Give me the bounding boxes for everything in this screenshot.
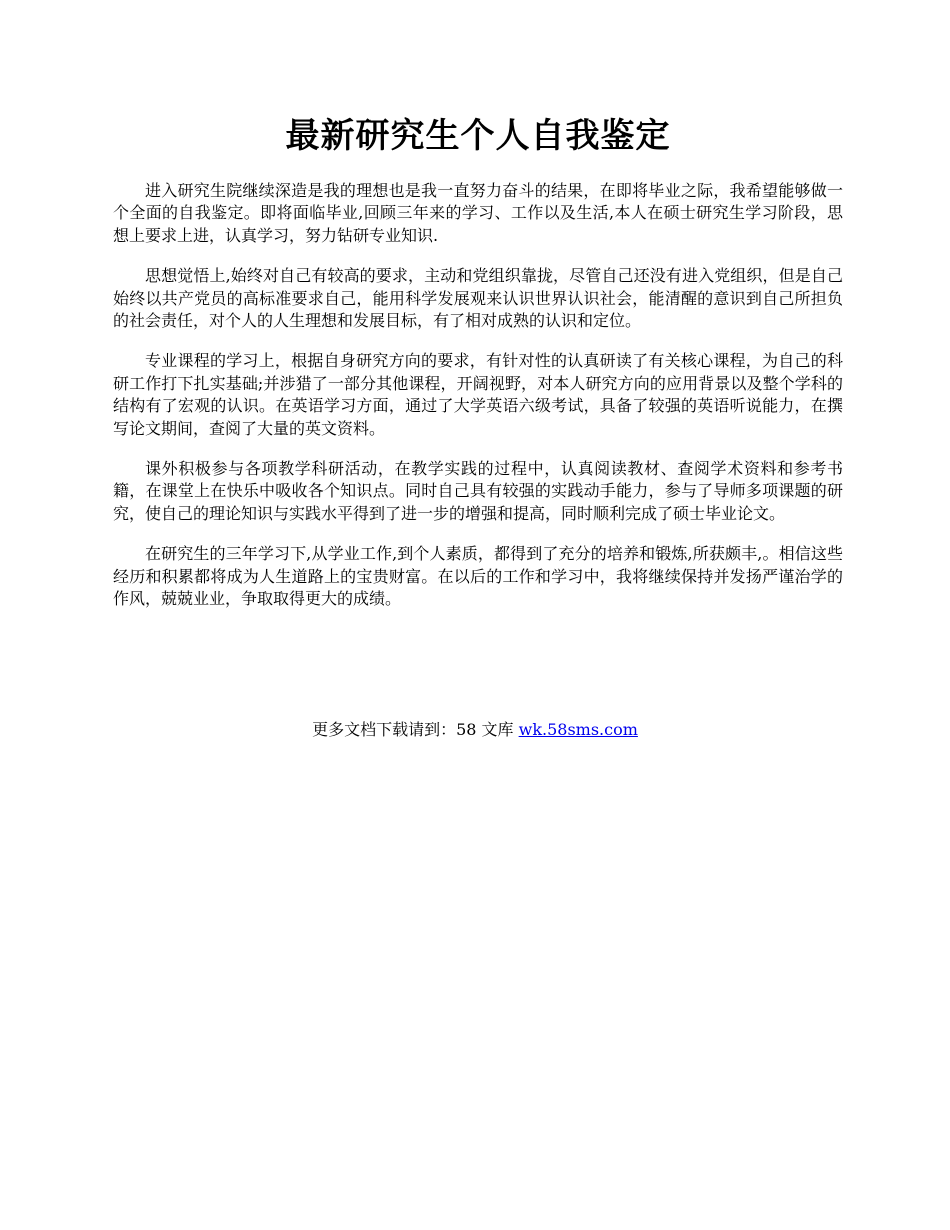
footer-text: 更多文档下载请到：58 文库: [312, 720, 519, 739]
paragraph-5: 在研究生的三年学习下,从学业工作,到个人素质，都得到了充分的培养和锻炼,所获颇丰,。相信这些经历和积累都将成为人生道路上的宝贵财富。在以后的工作和学习中，我将继续保持并发扬严谨治学的作风，兢兢业业，争取取得更大的成绩。: [113, 544, 843, 609]
document-body: [113, 180, 843, 611]
paragraph-4: 课外积极参与各项教学科研活动，在教学实践的过程中，认真阅读教材、查阅学术资料和参考书籍，在课堂上在快乐中吸收各个知识点。同时自己具有较强的实践动手能力，参与了导师多项课题的研究，使自己的理论知识与实践水平得到了进一步的增强和提高，同时顺利完成了硕士毕业论文。: [113, 459, 843, 523]
paragraph-1: 进入研究生院继续深造是我的理想也是我一直努力奋斗的结果，在即将毕业之际，我希望能够做一个全面的自我鉴定。即将面临毕业,回顾三年来的学习、工作以及生活,本人在硕士研究生学习阶段，思想上要求上进，认真学习，努力钻研专业知识.: [113, 181, 843, 245]
footer-link[interactable]: wk.58sms.com: [518, 720, 638, 739]
document-page: [113, 108, 843, 629]
download-footer: [0, 718, 950, 742]
document-title: 最新研究生个人自我鉴定: [285, 116, 671, 156]
paragraph-3: 专业课程的学习上，根据自身研究方向的要求，有针对性的认真研读了有关核心课程，为自己的科研工作打下扎实基础;并涉猎了一部分其他课程，开阔视野，对本人研究方向的应用背景以及整个学科的结构有了宏观的认识。在英语学习方面，通过了大学英语六级考试，具备了较强的英语听说能力，在撰写论文期间，查阅了大量的英文资料。: [113, 351, 843, 438]
paragraph-2: 思想觉悟上,始终对自己有较高的要求，主动和党组织靠拢，尽管自己还没有进入党组织，但是自己始终以共产党员的高标准要求自己，能用科学发展观来认识世界认识社会，能清醒的意识到自己所担负的社会责任，对个人的人生理想和发展目标，有了相对成熟的认识和定位。: [113, 266, 843, 331]
